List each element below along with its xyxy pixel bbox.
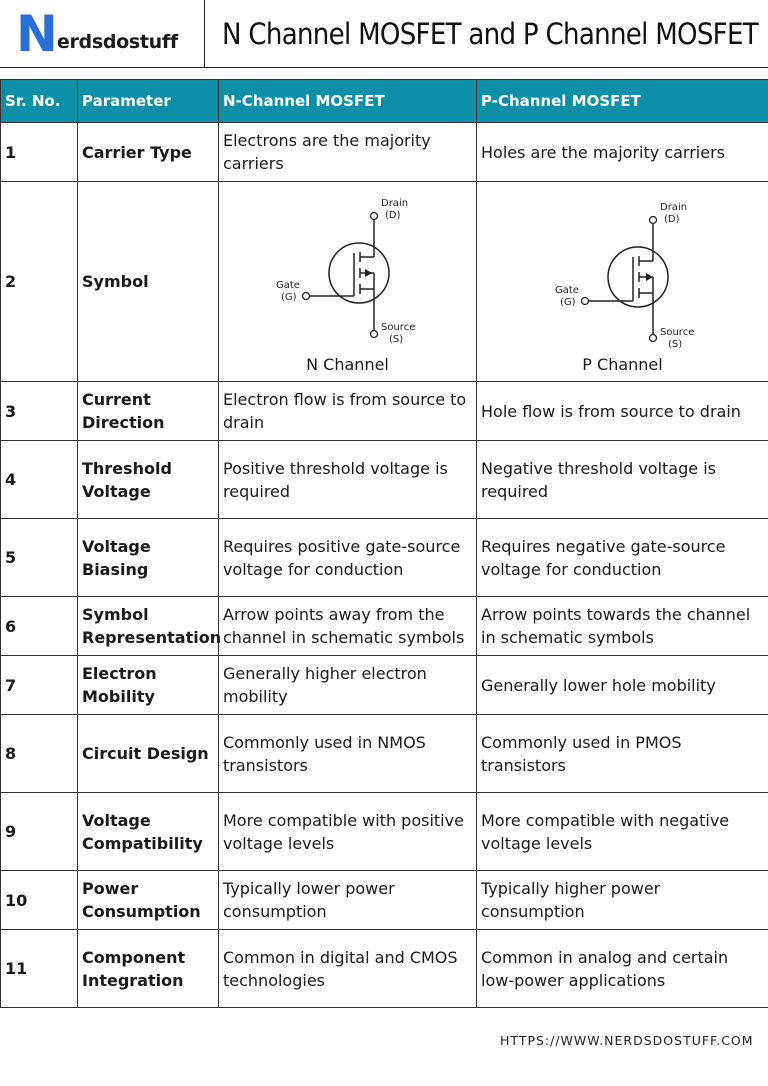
row-p-channel-value: Holes are the majority carriers: [477, 123, 768, 182]
table-row: [1, 656, 768, 715]
row-p-channel-value: Commonly used in PMOS transistors: [477, 715, 768, 793]
row-n-channel-value: Typically lower power consumption: [219, 871, 477, 930]
table-row: [1, 597, 768, 656]
row-p-channel-value: Negative threshold voltage is required: [477, 441, 768, 519]
row-parameter: Voltage Biasing: [78, 519, 219, 597]
logo-text: erdsdostuff: [56, 31, 178, 53]
drain-abbr: (D): [384, 210, 401, 221]
n-channel-caption: N Channel: [306, 355, 389, 374]
logo-initial: N: [16, 5, 56, 63]
p-channel-caption: P Channel: [582, 355, 663, 374]
row-n-channel-value: Requires positive gate-source voltage for conduction: [219, 519, 477, 597]
row-n-channel-value: Generally higher electron mobility: [219, 656, 477, 715]
column-header-n-channel: N-Channel MOSFET: [219, 80, 477, 123]
row-number: 9: [1, 793, 78, 871]
row-p-channel-value: Hole flow is from source to drain: [477, 382, 768, 441]
table-header-row: [1, 80, 768, 123]
n-channel-symbol-cell: [219, 182, 477, 382]
table-row: [1, 715, 768, 793]
source-abbr: (S): [667, 339, 682, 350]
row-n-channel-value: More compatible with positive voltage levels: [219, 793, 477, 871]
row-number: 11: [1, 930, 78, 1008]
table-row: [1, 382, 768, 441]
row-p-channel-value: Typically higher power consumption: [477, 871, 768, 930]
row-number: 10: [1, 871, 78, 930]
row-parameter: Electron Mobility: [78, 656, 219, 715]
p-channel-symbol-cell: [477, 182, 768, 382]
row-n-channel-value: Electrons are the majority carriers: [219, 123, 477, 182]
source-abbr: (S): [388, 334, 403, 345]
page-header: [0, 0, 768, 68]
row-p-channel-value: Common in analog and certain low-power applications: [477, 930, 768, 1008]
row-number: 8: [1, 715, 78, 793]
brand-logo[interactable]: [16, 5, 178, 63]
row-n-channel-value: Common in digital and CMOS technologies: [219, 930, 477, 1008]
drain-abbr: (D): [663, 214, 680, 225]
row-parameter: Symbol Representation: [78, 597, 219, 656]
p-mosfet-symbol-icon: [503, 191, 743, 351]
gate-abbr: (G): [280, 292, 297, 303]
table-row: [1, 793, 768, 871]
row-number: 4: [1, 441, 78, 519]
row-n-channel-value: Arrow points away from the channel in schematic symbols: [219, 597, 477, 656]
row-parameter: Circuit Design: [78, 715, 219, 793]
row-p-channel-value: Arrow points towards the channel in schematic symbols: [477, 597, 768, 656]
row-parameter: Voltage Compatibility: [78, 793, 219, 871]
drain-label: Drain: [659, 202, 687, 213]
n-mosfet-symbol-icon: [228, 191, 468, 351]
table-row: [1, 519, 768, 597]
row-n-channel-value: Electron flow is from source to drain: [219, 382, 477, 441]
table-row: [1, 182, 768, 382]
source-label: Source: [380, 322, 415, 333]
page-title: N Channel MOSFET and P Channel MOSFET: [222, 17, 758, 51]
row-number: 1: [1, 123, 78, 182]
row-n-channel-value: Commonly used in NMOS transistors: [219, 715, 477, 793]
column-header-parameter: Parameter: [78, 80, 219, 123]
header-divider: [204, 0, 205, 67]
table-row: [1, 123, 768, 182]
row-number: 7: [1, 656, 78, 715]
footer-url[interactable]: HTTPS://WWW.NERDSDOSTUFF.COM: [500, 1033, 754, 1048]
row-parameter: Power Consumption: [78, 871, 219, 930]
column-header-p-channel: P-Channel MOSFET: [477, 80, 768, 123]
table-row: [1, 871, 768, 930]
row-parameter: Carrier Type: [78, 123, 219, 182]
gate-label: Gate: [275, 280, 300, 291]
drain-label: Drain: [380, 198, 408, 209]
gate-label: Gate: [554, 285, 579, 296]
table-row: [1, 930, 768, 1008]
column-header-sr-no: Sr. No.: [1, 80, 78, 123]
source-label: Source: [659, 327, 694, 338]
comparison-table: [0, 79, 768, 1008]
row-number: 5: [1, 519, 78, 597]
row-p-channel-value: Generally lower hole mobility: [477, 656, 768, 715]
row-parameter: Component Integration: [78, 930, 219, 1008]
row-number: 3: [1, 382, 78, 441]
row-parameter: Current Direction: [78, 382, 219, 441]
row-parameter: Symbol: [78, 182, 219, 382]
row-n-channel-value: Positive threshold voltage is required: [219, 441, 477, 519]
gate-abbr: (G): [559, 297, 576, 308]
row-number: 2: [1, 182, 78, 382]
row-p-channel-value: Requires negative gate-source voltage for conduction: [477, 519, 768, 597]
row-number: 6: [1, 597, 78, 656]
row-parameter: Threshold Voltage: [78, 441, 219, 519]
table-row: [1, 441, 768, 519]
row-p-channel-value: More compatible with negative voltage levels: [477, 793, 768, 871]
